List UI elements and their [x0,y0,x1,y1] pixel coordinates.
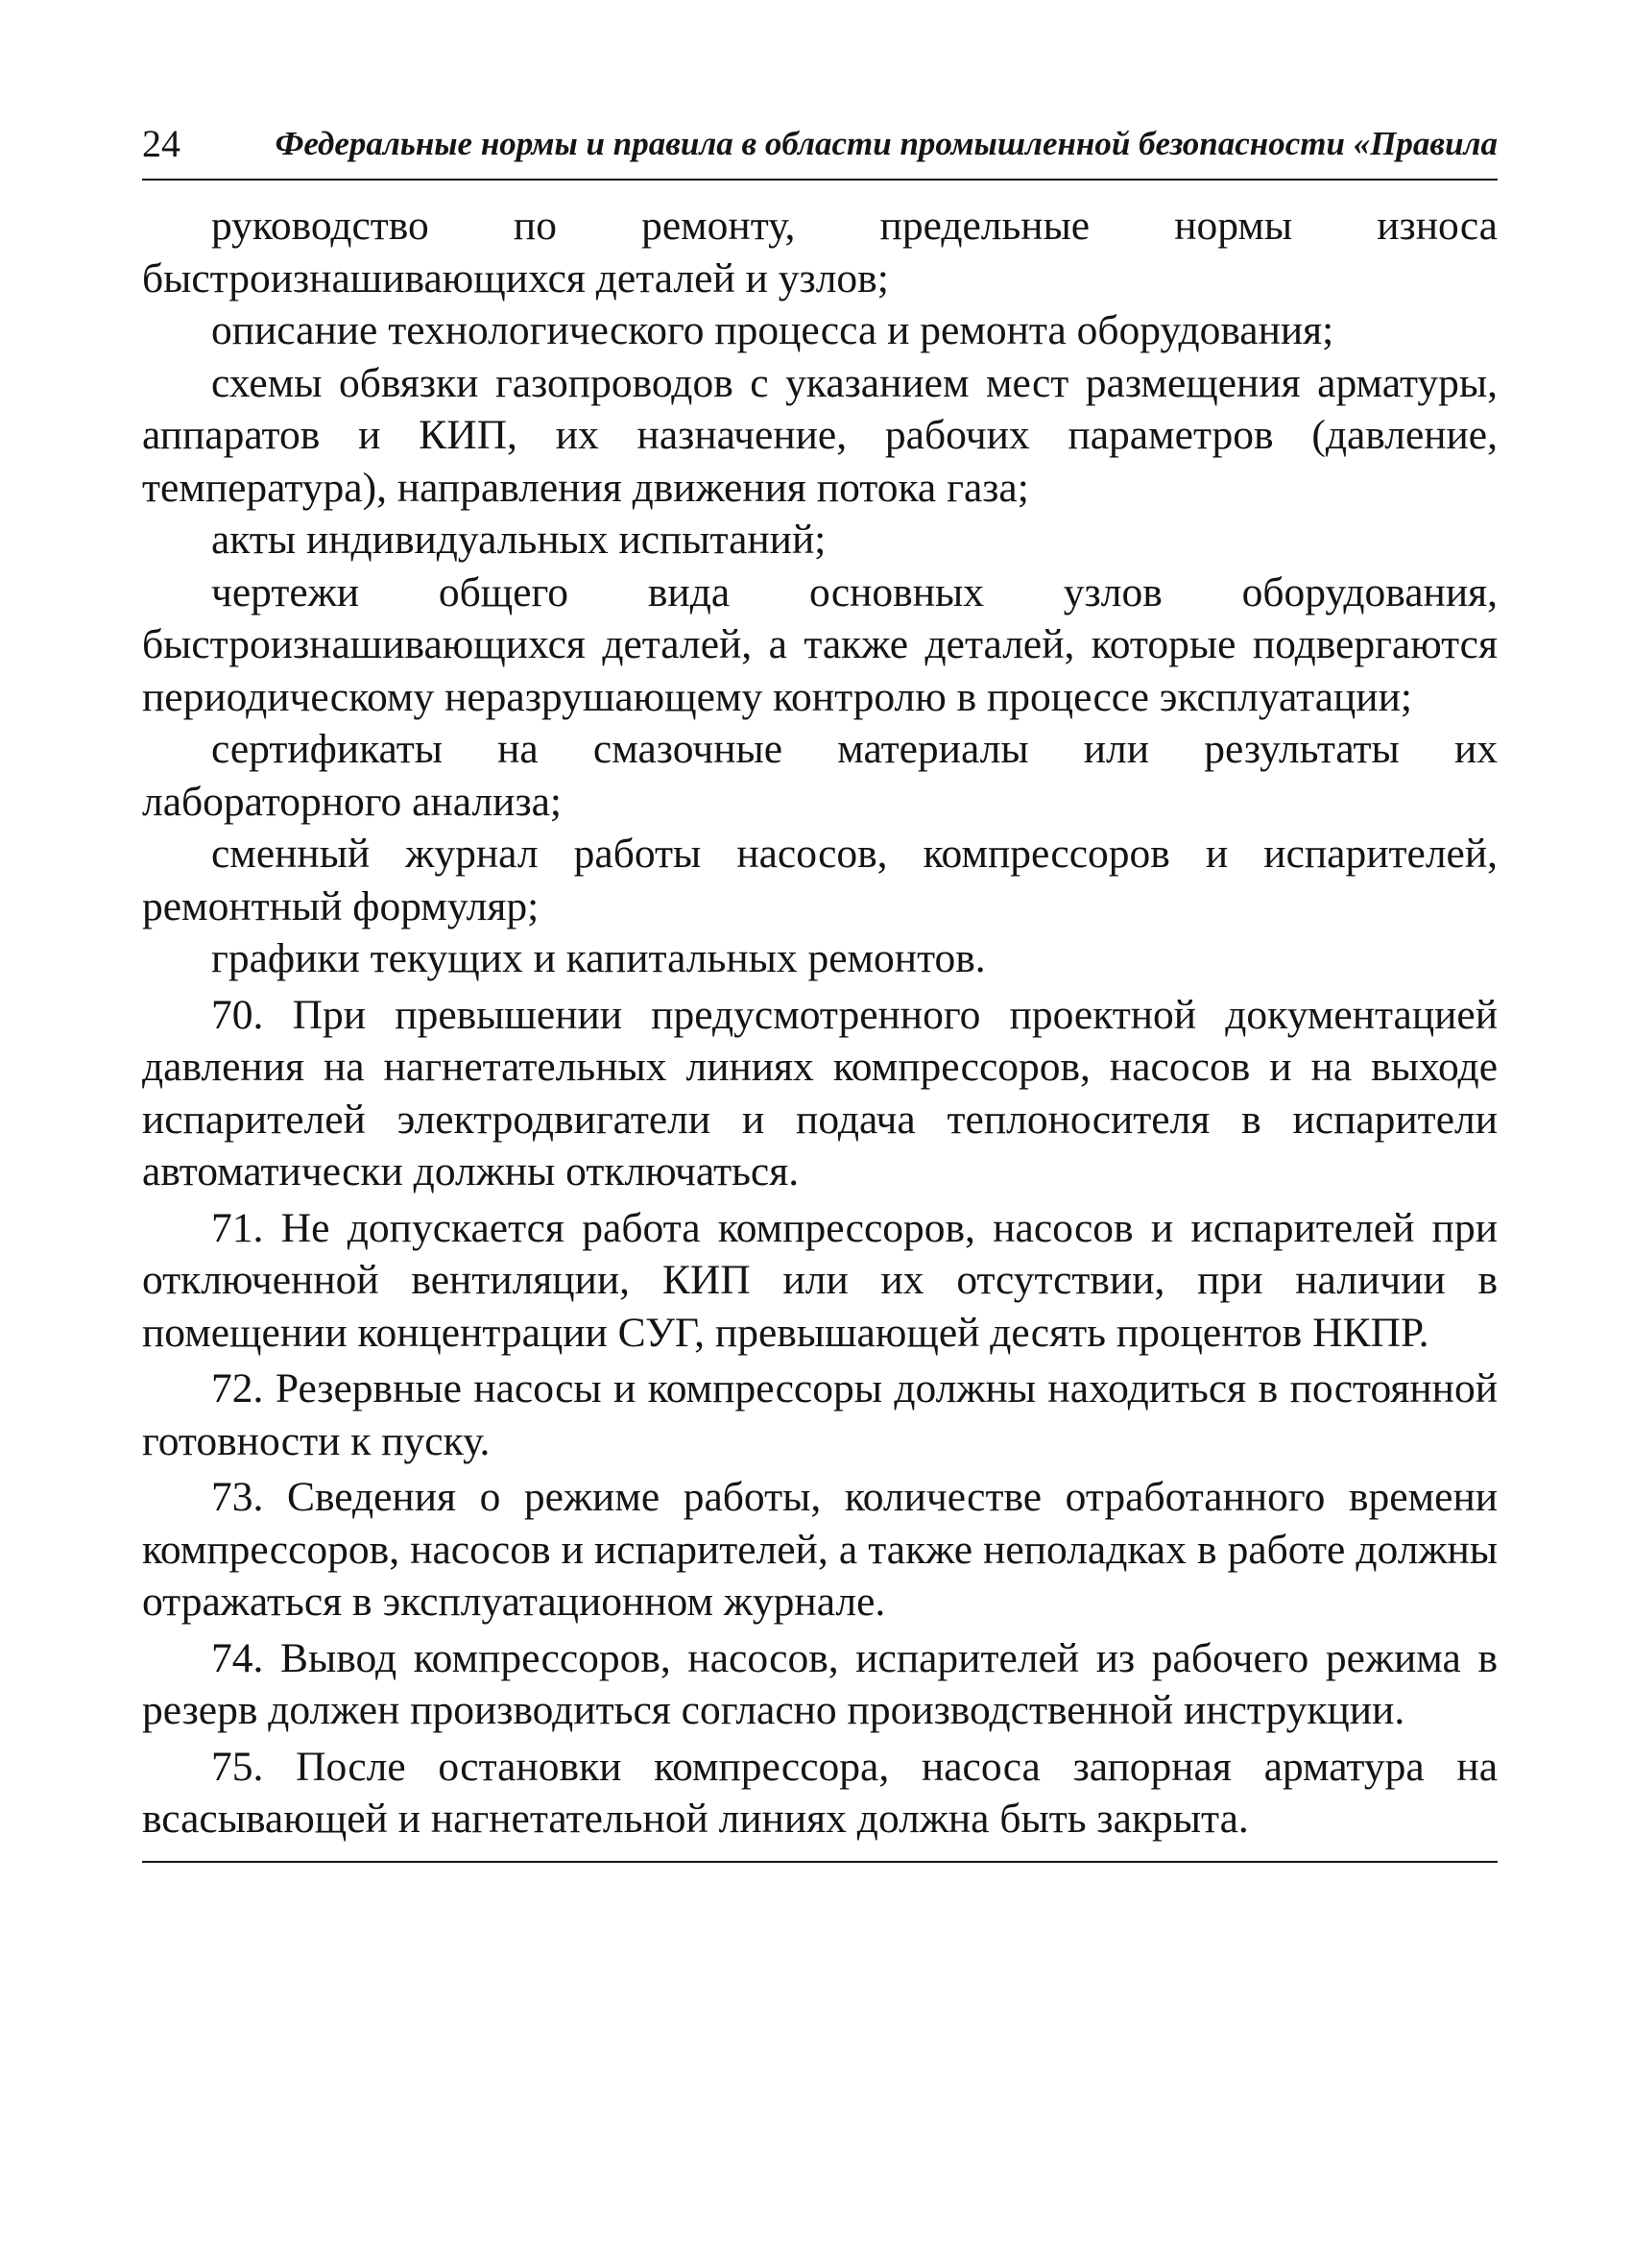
paragraph-shift-log: сменный журнал работы насосов, компрессоров и испарителей, ремонтный формуляр; [142,831,1498,929]
running-header [142,113,1498,181]
paragraph-process-description: описание технологического процесса и ремонта оборудования; [211,307,1334,353]
running-title: Федеральные нормы и правила в области промышленной безопасности «Правила [275,125,1498,162]
paragraph-repair-manual: руководство по ремонту, предельные нормы износа быстроизнашивающихся деталей и узлов; [142,203,1498,302]
paragraph-clause-74: 74. Вывод компрессоров, насосов, испарителей из рабочего режима в резерв должен производиться согласно производственной инструкции. [142,1634,1498,1733]
page-number: 24 [142,122,180,165]
paragraph-lubricant-certificates: сертификаты на смазочные материалы или результаты их лабораторного анализа; [142,726,1498,825]
paragraph-repair-schedules: графики текущих и капитальных ремонтов. [211,935,986,981]
paragraph-test-reports: акты индивидуальных испытаний; [211,517,827,563]
paragraph-clause-73: 73. Сведения о режиме работы, количестве отработанного времени компрессоров, насосов и испарителей, а также неполадках в работе должны отражаться в эксплуатационном журнале. [142,1474,1498,1625]
paragraph-general-drawings: чертежи общего вида основных узлов оборудования, быстроизнашивающихся деталей, а также деталей, которые подвергаются периодическому неразрушающему контролю в процессе эксплуатации; [142,568,1498,720]
document-page [142,113,1498,1863]
paragraph-clause-72: 72. Резервные насосы и компрессоры должны находиться в постоянной готовности к пуску. [142,1365,1498,1464]
paragraph-clause-75: 75. После остановки компрессора, насоса запорная арматура на всасывающей и нагнетательной линиях должна быть закрыта. [142,1743,1498,1842]
footer-divider [142,1861,1498,1863]
paragraph-clause-70: 70. При превышении предусмотренного проектной документацией давления на нагнетательных линиях компрессоров, насосов и на выходе испарителей электродвигатели и подача теплоносителя в испарители автоматически должны отключаться. [142,991,1498,1194]
paragraph-piping-schemes: схемы обвязки газопроводов с указанием мест размещения арматуры, аппаратов и КИП, их назначение, рабочих параметров (давление, температура), направления движения потока газа; [142,359,1498,511]
paragraph-clause-71: 71. Не допускается работа компрессоров, насосов и испарителей при отключенной вентиляции, КИП или их отсутствии, при наличии в помещении концентрации СУГ, превышающей десять процентов НКПР. [142,1204,1498,1356]
body-text [142,200,1498,1846]
